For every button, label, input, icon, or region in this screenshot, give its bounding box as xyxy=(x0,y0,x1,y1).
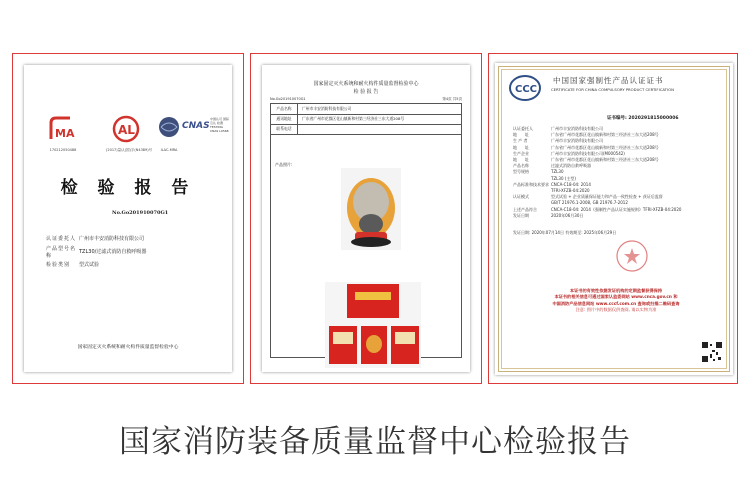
official-seal-icon xyxy=(615,239,649,273)
report-issuer: 国家固定灭火系统和耐火构件质量监督检验中心 xyxy=(77,345,179,350)
svg-text:AL: AL xyxy=(118,123,135,137)
cnas-logo xyxy=(182,121,208,131)
row-value: 过滤式消防自救呼吸器 xyxy=(551,163,591,169)
photo-page xyxy=(262,65,470,372)
row-value: TZL30 xyxy=(551,169,564,175)
report-row-product xyxy=(46,245,228,258)
row-value: 广州市丰安消防科技有限公司(M000542) xyxy=(551,150,625,156)
qr-code-icon xyxy=(701,341,723,363)
row-key: 产品标准和技术要求 xyxy=(513,181,549,187)
packaging-photo xyxy=(325,282,421,368)
certificate-number: 证书编号: 2020291815000006 xyxy=(607,116,679,121)
respirator-photo xyxy=(341,168,401,250)
report-info-rows xyxy=(46,232,228,271)
row-key: 联系电话 xyxy=(271,124,298,134)
cma-caption: 170212050488 xyxy=(49,148,77,152)
row-key: 产品型号名称 xyxy=(46,245,77,259)
row-key: 型号规格 xyxy=(513,169,529,175)
cnas-side-text: 中国认可 国际互认 检测 TESTING CNAS L0568 xyxy=(210,117,229,133)
photo-page-frame xyxy=(250,53,482,384)
certificate-details xyxy=(513,126,727,219)
accreditation-logos xyxy=(24,115,232,161)
row-value: CNCA-C18-04: 2014《强制性产品认证实施规则》TFRI-XFZB-04:2020 xyxy=(551,206,682,212)
report-row-type xyxy=(46,258,228,271)
notice-disclaimer: 注意: 图片中的数据仅供查阅, 请以实物为准 xyxy=(575,307,657,313)
row-key: 地 址 xyxy=(513,144,529,150)
report-title: 检 验 报 告 xyxy=(60,178,196,198)
photo-label: 产品照片: xyxy=(275,162,293,167)
row-value: 广东省广州市花都区花山镇新和村第三经济社三东大道208号 xyxy=(551,132,659,138)
row-key: 认证模式 xyxy=(513,194,529,200)
cnas-mark: CNAS xyxy=(182,121,210,131)
row-value: 广东省广州市花都区花山镇新和村第三经济社三东大道208号 xyxy=(551,157,659,163)
row-key: 生 产 者 xyxy=(513,138,528,144)
row-value: 型式试验 xyxy=(79,262,100,268)
notice-line: 本证书的相关信息可通过国家认监委网站 www.cnca.gov.cn 和 xyxy=(554,294,678,300)
row-key: 通讯地址 xyxy=(271,114,298,124)
certificate-page xyxy=(495,63,733,375)
certificate-validity: 发证日期: 2020年07月14日 有效期至: 2025年06月29日 xyxy=(513,230,617,235)
row-key: 认证委托人 xyxy=(513,126,533,131)
report-cover-frame xyxy=(12,53,244,384)
row-key: 生产企业 xyxy=(513,150,529,156)
report-number: No.Go201910070G1 xyxy=(112,210,169,216)
row-key: 地 址 xyxy=(513,132,529,138)
cal-caption: (2017)量认(国)字(N4389)号 xyxy=(106,148,153,152)
row-key: 检验类别 xyxy=(46,262,71,268)
row-value: 广东省广州市花都区花山镇新和村第三经济社三东大道208号 xyxy=(551,144,659,150)
photo-page-header-line2: 检 验 报 告 xyxy=(353,89,379,95)
certificate-title: 中国国家强制性产品认证证书 xyxy=(553,76,664,85)
ilac-logo xyxy=(158,115,180,152)
photo-page-header-line1: 国家固定灭火系统和耐火构件质量监督检验中心 xyxy=(313,81,419,87)
cal-logo xyxy=(106,115,153,153)
cert-row xyxy=(513,213,727,219)
row-key: 发证日期 xyxy=(513,212,529,218)
certificate-subtitle: CERTIFICATE FOR CHINA COMPULSORY PRODUCT CERTIFICATION xyxy=(551,87,674,92)
photo-page-header xyxy=(262,80,470,96)
certificate-notice xyxy=(509,288,723,314)
report-cover-page xyxy=(24,65,232,372)
row-value: 型式试验 + 企业质量保证能力和产品一致性检查 + 获证后监督 xyxy=(551,194,663,200)
photo-page-meta xyxy=(270,97,462,102)
cma-logo xyxy=(46,115,80,152)
svg-text:CCC: CCC xyxy=(515,84,538,95)
row-value: 2020年06月30日 xyxy=(551,212,584,218)
row-value: TFRI-XFZB-04:2020 xyxy=(551,188,590,194)
row-value: GB/T 21976.1-2008, GB 21976.7-2012 xyxy=(551,200,628,206)
svg-text:MA: MA xyxy=(55,127,75,140)
row-key: 上述产品符合 xyxy=(513,206,537,212)
row-key: 产品名称 xyxy=(513,163,529,169)
notice-line: 本证书的有效性依据发证机构的定期监督获得保持 xyxy=(569,288,663,293)
report-row-client xyxy=(46,232,228,245)
ccc-logo xyxy=(509,75,541,101)
photo-table xyxy=(270,103,462,358)
ilac-caption: ILAC-MRA xyxy=(160,148,178,152)
photo-page-number: No.Go201910070G1 xyxy=(270,97,306,101)
row-value: 广州市丰安消防科技有限公司 xyxy=(302,106,352,111)
row-value: TZL30 (主型) xyxy=(551,175,576,181)
certificate-frame xyxy=(488,53,738,384)
page-caption: 国家消防装备质量监督中心检验报告 xyxy=(119,424,631,460)
row-value: 广东省广州市花都区花山镇新和村第三经济社三东大道208号 xyxy=(302,116,405,121)
photo-page-pagination: 第4页 共5页 xyxy=(442,97,462,101)
row-key: 地 址 xyxy=(513,157,529,163)
row-key: 产品名称 xyxy=(271,104,298,114)
photo-table-row xyxy=(271,124,461,135)
row-value: 广州市丰安消防科技有限公司 xyxy=(551,138,603,144)
row-value: TZL30/过滤式消防自救呼吸器 xyxy=(79,249,147,255)
row-value: 广州市丰安消防科技有限公司 xyxy=(79,236,145,242)
row-value: CNCA-C18-04: 2014 xyxy=(551,181,591,187)
row-key: 认证委托人 xyxy=(46,236,77,242)
notice-line: 中国消防产品信息网站 www.cccf.com.cn 查询或扫描二维码查询 xyxy=(552,300,680,306)
row-value: 广州市丰安消防科技有限公司 xyxy=(551,126,603,131)
